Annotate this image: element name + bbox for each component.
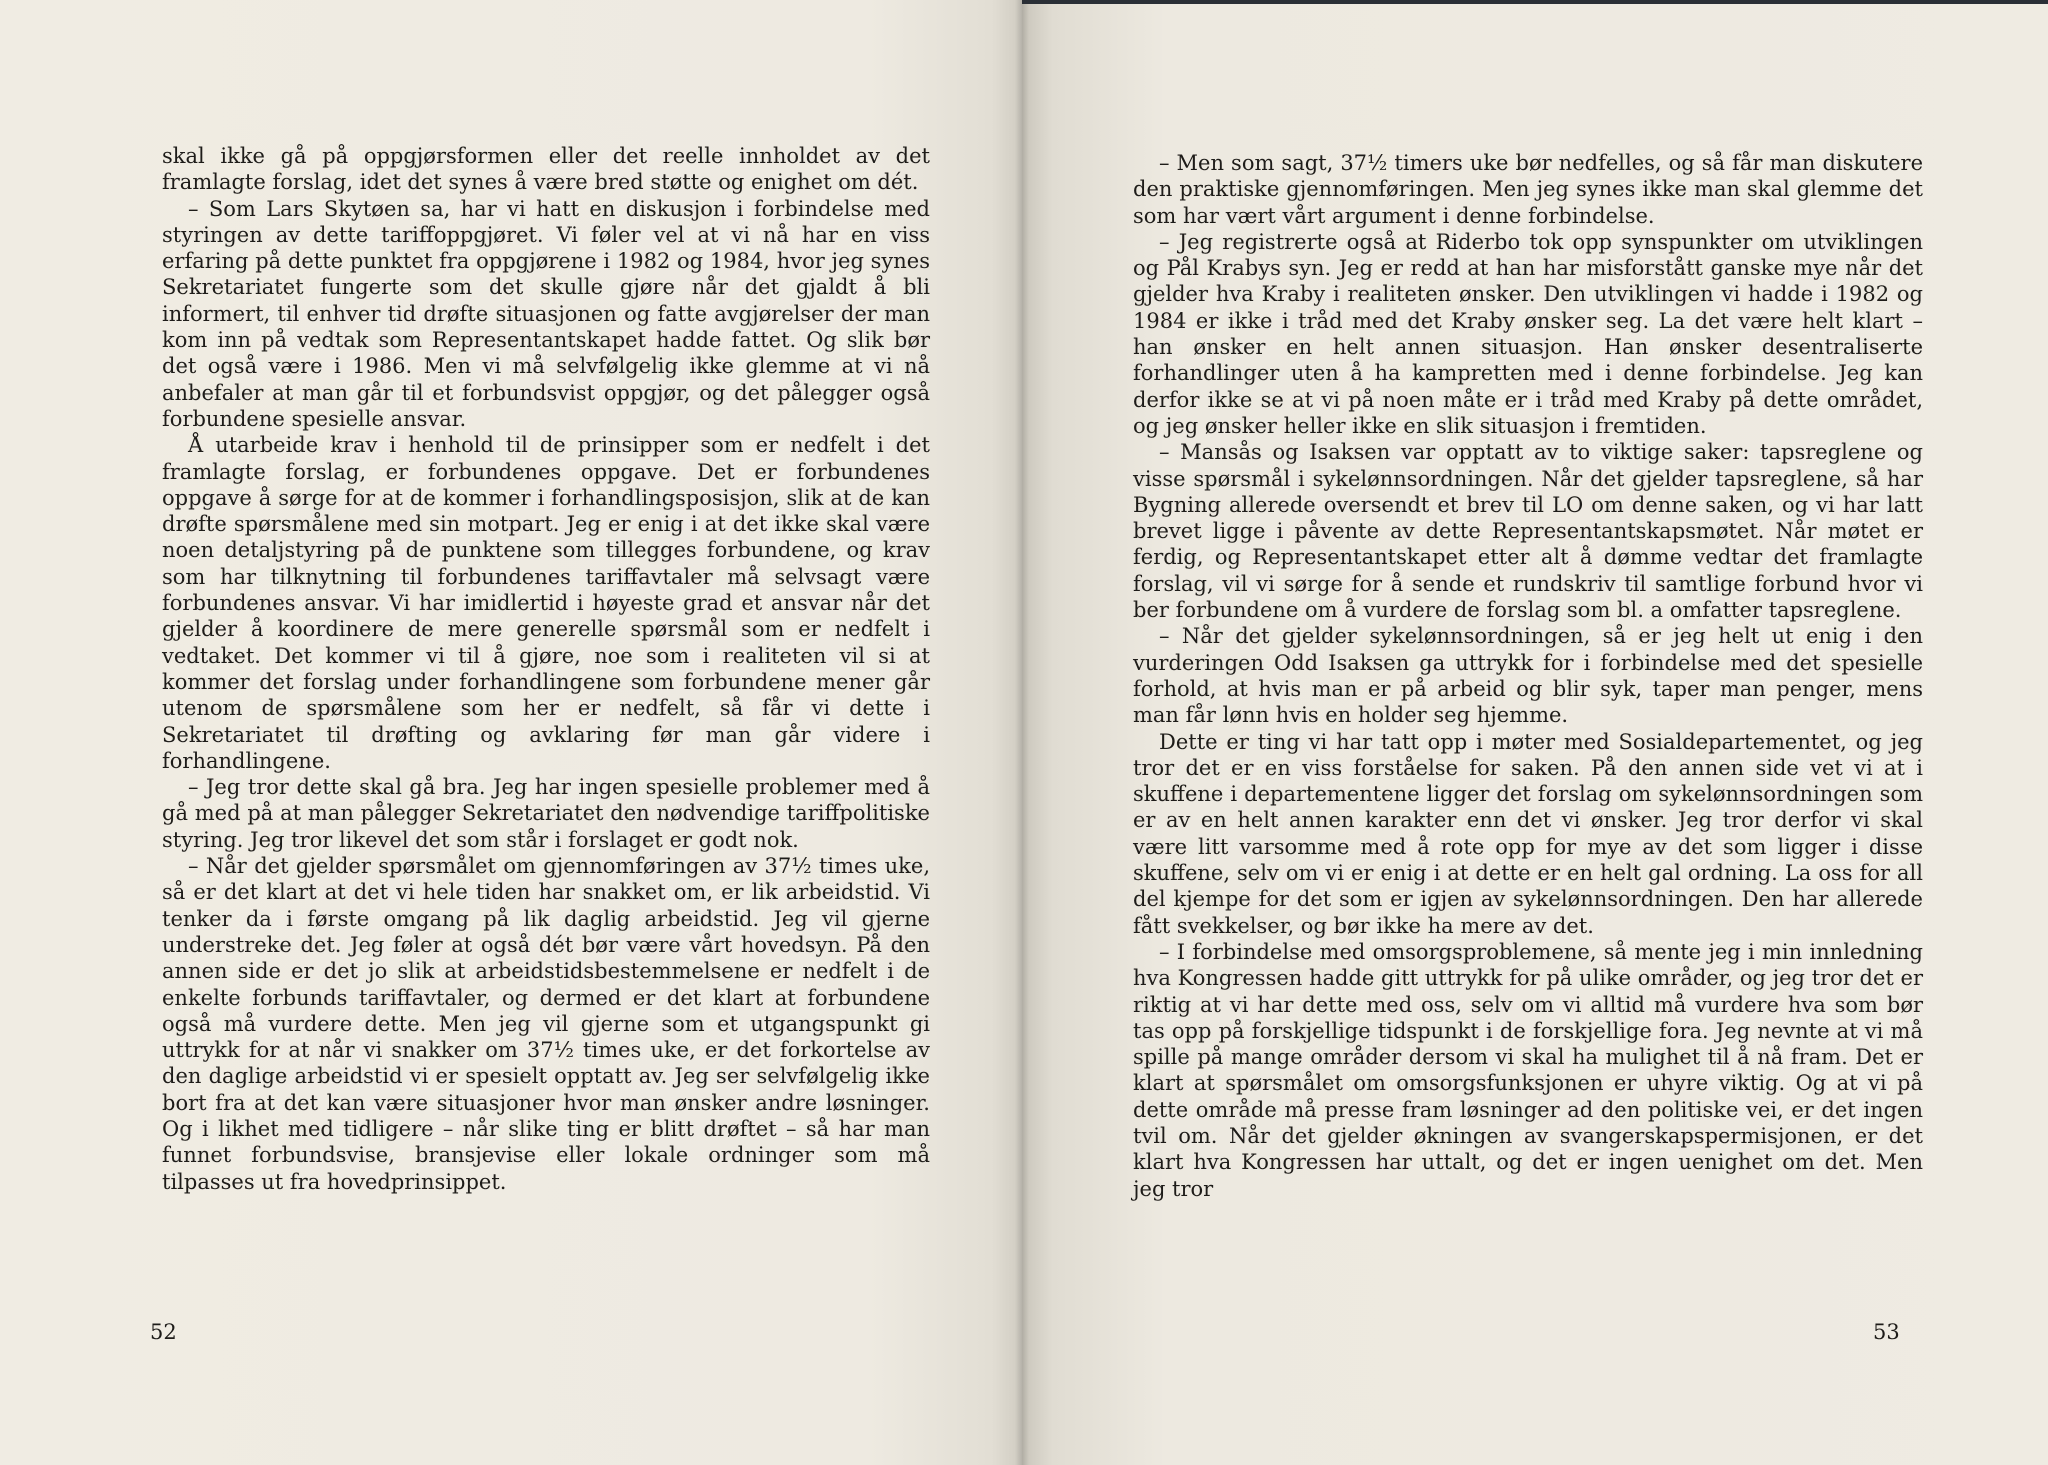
paragraph: – Men som sagt, 37½ timers uke bør nedfelles, og så får man diskutere den praktiske gjennomføringen. Men jeg synes ikke man skal glemme det som har vært vårt argument i denne forbindelse.: [1133, 151, 1923, 228]
paragraph: – Når det gjelder sykelønnsordningen, så er jeg helt ut enig i den vurderingen Odd Isaksen ga uttrykk for i forbindelse med det spesielle forhold, at hvis man er på arbeid og blir syk, taper man penger, mens man får lønn hvis en holder seg hjemme.: [1133, 624, 1923, 728]
paragraph: Å utarbeide krav i henhold til de prinsipper som er nedfelt i det framlagte forslag, er forbundenes oppgave. Det er forbundenes oppgave å sørge for at de kommer i forhandlingsposisjon, slik at de kan drøfte spørsmålene med sin motpart. Jeg er enig i at det ikke skal være noen detaljstyring på de punktene som tillegges forbundene, og krav som har tilknytning til forbundenes tariffavtaler må selvsagt være forbundenes ansvar. Vi har imidlertid i høyeste grad et ansvar når det gjelder å koordinere de mere generelle spørsmål som er nedfelt i vedtaket. Det kommer vi til å gjøre, noe som i realiteten vil si at kommer det forslag under forhandlingene som forbundene mener går utenom de spørsmålene som her er nedfelt, så får vi dette i Sekretariatet til drøfting og avklaring før man går videre i forhandlingene.: [162, 433, 930, 773]
left-page: [0, 0, 1022, 1465]
paragraph: – I forbindelse med omsorgsproblemene, så mente jeg i min innledning hva Kongressen hadde gitt uttrykk for på ulike områder, og jeg tror det er riktig at vi har dette med oss, selv om vi alltid må vurdere hva som bør tas opp på forskjellige tidspunkt i de forskjellige fora. Jeg nevnte at vi må spille på mange områder dersom vi skal ha mulighet til å nå fram. Det er klart at spørsmålet om omsorgsfunksjonen er uhyre viktig. Og at vi på dette område må presse fram løsninger ad den politiske vei, er det ingen tvil om. Når det gjelder økningen av svangerskapspermisjonen, er det klart hva Kongressen har uttalt, og det er ingen uenighet om det. Men jeg tror: [1133, 939, 1923, 1201]
paragraph: Dette er ting vi har tatt opp i møter med Sosialdepartementet, og jeg tror det er en viss forståelse for saken. På den annen side vet vi at i skuffene i departementene ligger det forslag om sykelønnsordningen som er av en helt annen karakter enn det vi ønsker. Jeg tror derfor vi skal være litt varsomme med å rote opp for mye av det som ligger i disse skuffene, selv om vi er enig i at dette er en helt gal ordning. La oss for all del kjempe for det som er igjen av sykelønnsordningen. Den har allerede fått svekkelser, og bør ikke ha mere av det.: [1133, 729, 1923, 938]
left-page-text: [162, 143, 930, 1195]
right-page-text: [1133, 150, 1923, 1202]
book-gutter: [1015, 0, 1029, 1465]
paragraph: skal ikke gå på oppgjørsformen eller det reelle innholdet av det framlagte forslag, idet det synes å være bred støtte og enighet om dét.: [162, 144, 930, 195]
paragraph: – Mansås og Isaksen var opptatt av to viktige saker: tapsreglene og visse spørsmål i sykelønnsordningen. Når det gjelder tapsreglene, så har Bygning allerede oversendt et brev til LO om denne saken, og vi har latt brevet ligge i påvente av dette Representantskapsmøtet. Når møtet er ferdig, og Representantskapet etter alt å dømme vedtar det framlagte forslag, vil vi sørge for å sende et rundskriv til samtlige forbund hvor vi ber forbundene om å vurdere de forslag som bl. a omfatter tapsreglene.: [1133, 440, 1923, 623]
right-page: [1022, 0, 2048, 1465]
page-number-right: 53: [1873, 1320, 1900, 1344]
paragraph: – Jeg registrerte også at Riderbo tok opp synspunkter om utviklingen og Pål Krabys syn. Jeg er redd at han har misforstått ganske mye når det gjelder hva Kraby i realiteten ønsker. Den utviklingen vi hadde i 1982 og 1984 er ikke i tråd med det Kraby ønsker seg. La det være helt klart – han ønsker en helt annen situasjon. Han ønsker desentraliserte forhandlinger uten å ha kampretten med i denne forbindelse. Jeg kan derfor ikke se at vi på noen måte er i tråd med Kraby på dette området, og jeg ønsker heller ikke en slik situasjon i fremtiden.: [1133, 229, 1923, 438]
page-number-left: 52: [150, 1320, 177, 1344]
paragraph: – Jeg tror dette skal gå bra. Jeg har ingen spesielle problemer med å gå med på at man pålegger Sekretariatet den nødvendige tariffpolitiske styring. Jeg tror likevel det som står i forslaget er godt nok.: [162, 775, 930, 852]
paragraph: – Som Lars Skytøen sa, har vi hatt en diskusjon i forbindelse med styringen av dette tariffoppgjøret. Vi føler vel at vi nå har en viss erfaring på dette punktet fra oppgjørene i 1982 og 1984, hvor jeg synes Sekretariatet fungerte som det skulle gjøre når det gjaldt å bli informert, til enhver tid drøfte situasjonen og fatte avgjørelser der man kom inn på vedtak som Representantskapet hadde fattet. Og slik bør det også være i 1986. Men vi må selvfølgelig ikke glemme at vi nå anbefaler at man går til et forbundsvist oppgjør, og det pålegger også forbundene spesielle ansvar.: [162, 196, 930, 431]
page-top-edge: [1022, 0, 2048, 4]
paragraph: – Når det gjelder spørsmålet om gjennomføringen av 37½ times uke, så er det klart at det vi hele tiden har snakket om, er lik arbeidstid. Vi tenker da i første omgang på lik daglig arbeidstid. Jeg vil gjerne understreke det. Jeg føler at også dét bør være vårt hovedsyn. På den annen side er det jo slik at arbeidstidsbestemmelsene er nedfelt i de enkelte forbunds tariffavtaler, og dermed er det klart at forbundene også må vurdere dette. Men jeg vil gjerne som et utgangspunkt gi uttrykk for at når vi snakker om 37½ times uke, er det forkortelse av den daglige arbeidstid vi er spesielt opptatt av. Jeg ser selvfølgelig ikke bort fra at det kan være situasjoner hvor man ønsker andre løsninger. Og i likhet med tidligere – når slike ting er blitt drøftet – så har man funnet forbundsvise, bransjevise eller lokale ordninger som må tilpasses ut fra hovedprinsippet.: [162, 854, 930, 1194]
